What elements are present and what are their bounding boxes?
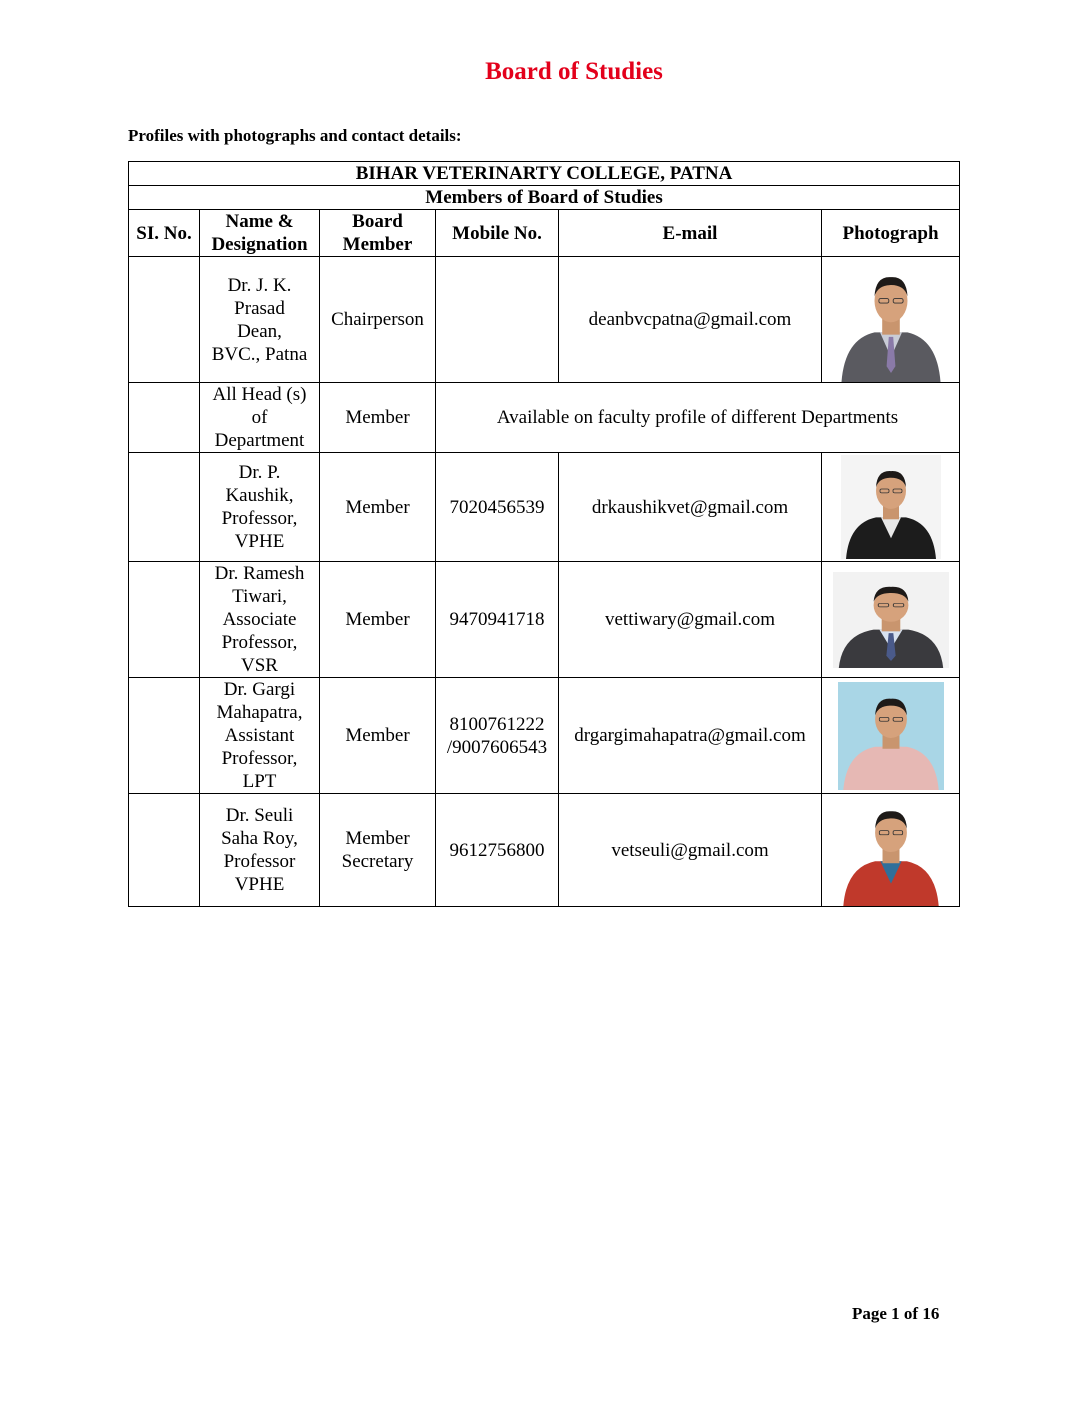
mobile-cell: 7020456539: [436, 453, 559, 562]
board-member-cell: Member: [320, 562, 436, 678]
line: Professor,: [221, 632, 298, 653]
line: Secretary: [341, 851, 414, 872]
photograph-cell: [822, 678, 960, 794]
header-photograph: [822, 210, 960, 257]
table-row: [129, 257, 960, 383]
email-cell[interactable]: drgargimahapatra@gmail.com: [559, 678, 822, 794]
sl-no-cell: [129, 383, 200, 453]
line: VPHE: [234, 874, 285, 895]
name-designation-cell: [200, 678, 320, 794]
email-cell[interactable]: deanbvcpatna@gmail.com: [559, 257, 822, 383]
line: VPHE: [234, 531, 285, 552]
page-subtitle: Profiles with photographs and contact details:: [128, 126, 462, 145]
email-cell[interactable]: vetseuli@gmail.com: [559, 794, 822, 907]
email-cell[interactable]: vettiwary@gmail.com: [559, 562, 822, 678]
board-member-cell: Member: [320, 678, 436, 794]
line: Member: [345, 828, 410, 849]
portrait-photo: [833, 572, 949, 668]
photograph-cell: [822, 794, 960, 907]
portrait-photo: [836, 258, 946, 382]
table-row: [129, 562, 960, 678]
header-photograph-label: Photograph: [842, 222, 939, 244]
line: Professor,: [221, 508, 298, 529]
table-row: [129, 383, 960, 453]
sl-no-cell: [129, 562, 200, 678]
page-title: Board of Studies: [485, 58, 663, 85]
table-header-row: [129, 210, 960, 257]
sl-no-cell: [129, 794, 200, 907]
mobile-cell: 9470941718: [436, 562, 559, 678]
table-caption-row: [129, 186, 960, 210]
photograph-cell: [822, 453, 960, 562]
header-sl-no-label: SI. No.: [136, 222, 192, 244]
college-name-row: [129, 162, 960, 186]
line: Dr. J. K.: [227, 274, 292, 296]
mobile-cell: 9612756800: [436, 794, 559, 907]
line: BVC., Patna: [211, 343, 308, 365]
line: Dean,: [237, 320, 282, 342]
line: Professor: [223, 851, 296, 872]
portrait-photo: [841, 455, 941, 559]
email-cell[interactable]: drkaushikvet@gmail.com: [559, 453, 822, 562]
header-board-member-label: Board Member: [342, 211, 413, 255]
line: /9007606543: [446, 736, 548, 758]
line: 8100761222: [449, 713, 545, 735]
line: LPT: [242, 771, 277, 792]
line: VSR: [241, 655, 278, 676]
line: Prasad: [234, 297, 285, 319]
line: All Head (s): [212, 384, 307, 405]
table-row: [129, 453, 960, 562]
line: Dr. Gargi: [223, 679, 296, 700]
page-number: Page 1 of 16: [852, 1304, 940, 1323]
name-designation-cell: [200, 453, 320, 562]
header-sl-no: [129, 210, 200, 257]
sl-no-cell: [129, 453, 200, 562]
board-members-table: [128, 161, 960, 907]
line: Saha Roy,: [221, 828, 298, 849]
line: of: [251, 407, 268, 428]
photograph-cell: [822, 257, 960, 383]
table-row: [129, 794, 960, 907]
line: Kaushik,: [225, 485, 294, 506]
mobile-cell: [436, 678, 559, 794]
name-designation-cell: [200, 562, 320, 678]
portrait-photo: [838, 794, 944, 906]
board-member-cell: Chairperson: [320, 257, 436, 383]
line: Professor,: [221, 748, 298, 769]
sl-no-cell: [129, 257, 200, 383]
photograph-cell: [822, 562, 960, 678]
name-designation-cell: [200, 794, 320, 907]
line: Department: [214, 430, 305, 451]
header-email: [559, 210, 822, 257]
board-member-cell: [320, 794, 436, 907]
table-row: [129, 678, 960, 794]
college-name: BIHAR VETERINARTY COLLEGE, PATNA: [129, 162, 960, 186]
line: Dr. Seuli: [225, 805, 294, 826]
table-caption: Members of Board of Studies: [129, 186, 960, 210]
line: Assistant: [224, 725, 295, 746]
table-body: [129, 257, 960, 907]
portrait-photo: [838, 682, 944, 790]
sl-no-cell: [129, 678, 200, 794]
header-name: [200, 210, 320, 257]
board-member-cell: Member: [320, 453, 436, 562]
line: Associate: [222, 609, 297, 630]
merged-contact-cell: Available on faculty profile of different Departments: [436, 383, 960, 453]
header-email-label: E-mail: [662, 222, 718, 244]
line: Dr. Ramesh: [214, 563, 305, 584]
mobile-cell: [436, 257, 559, 383]
header-mobile: [436, 210, 559, 257]
line: Mahapatra,: [216, 702, 303, 723]
header-board-member: [320, 210, 436, 257]
header-name-label: Name & Designation: [211, 211, 308, 255]
name-designation-cell: [200, 383, 320, 453]
line: Tiwari,: [232, 586, 287, 607]
name-designation-cell: [200, 257, 320, 383]
header-mobile-label: Mobile No.: [452, 222, 542, 244]
line: Dr. P.: [238, 462, 281, 483]
board-member-cell: Member: [320, 383, 436, 453]
